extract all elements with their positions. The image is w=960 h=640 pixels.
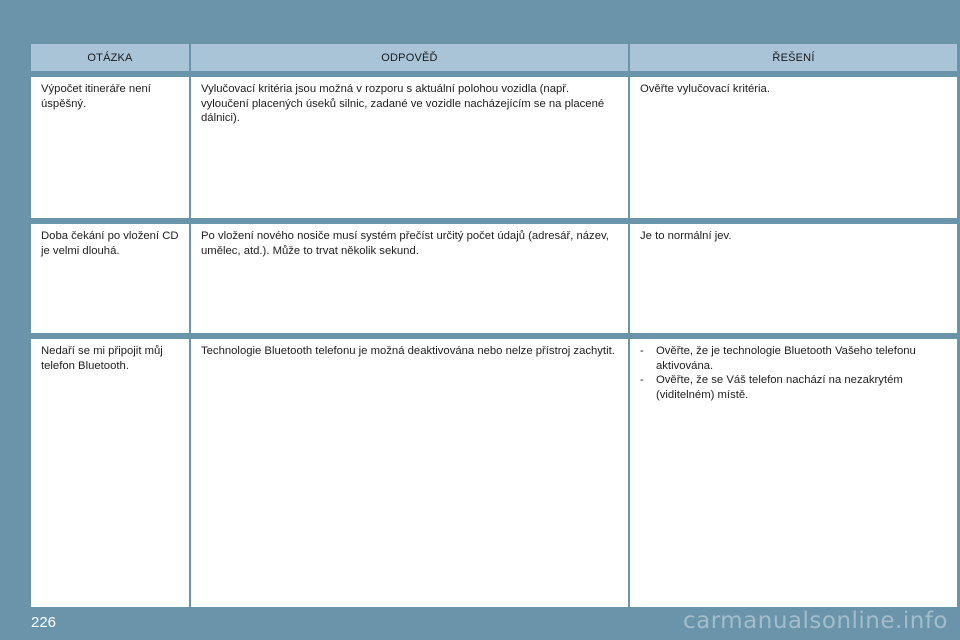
- row2-solution: Je to normální jev.: [630, 224, 957, 333]
- row1-answer: Vylučovací kritéria jsou možná v rozporu s aktuální polohou vozidla (např. vyloučení placených úseků silnic, zadané ve vozidle nacházejícím se na placené dálnici).: [191, 77, 628, 218]
- solution-list: [640, 344, 947, 402]
- row1-solution: Ověřte vylučovací kritéria.: [630, 77, 957, 218]
- row1-question: Výpočet itineráře není úspěšný.: [31, 77, 189, 218]
- faq-table: [31, 44, 957, 607]
- list-item: [640, 373, 947, 402]
- header-question: OTÁZKA: [31, 44, 189, 71]
- header-answer: ODPOVĚĎ: [191, 44, 628, 71]
- row3-solution: [630, 339, 957, 607]
- bullet-dash: -: [640, 374, 644, 386]
- header-solution: ŘEŠENÍ: [630, 44, 957, 71]
- watermark: carmanualsonline.info: [682, 608, 948, 634]
- list-item-text: Ověřte, že je technologie Bluetooth Vašeho telefonu aktivována.: [656, 345, 916, 372]
- row2-question: Doba čekání po vložení CD je velmi dlouhá.: [31, 224, 189, 333]
- row2-answer: Po vložení nového nosiče musí systém přečíst určitý počet údajů (adresář, název, umělec, atd.). Může to trvat několik sekund.: [191, 224, 628, 333]
- row3-question: Nedaří se mi připojit můj telefon Bluetooth.: [31, 339, 189, 607]
- list-item-text: Ověřte, že se Váš telefon nachází na nezakrytém (viditelném) místě.: [656, 374, 903, 401]
- bullet-dash: -: [640, 345, 644, 357]
- row3-answer: Technologie Bluetooth telefonu je možná deaktivována nebo nelze přístroj zachytit.: [191, 339, 628, 607]
- page-number: 226: [31, 614, 57, 631]
- list-item: [640, 344, 947, 373]
